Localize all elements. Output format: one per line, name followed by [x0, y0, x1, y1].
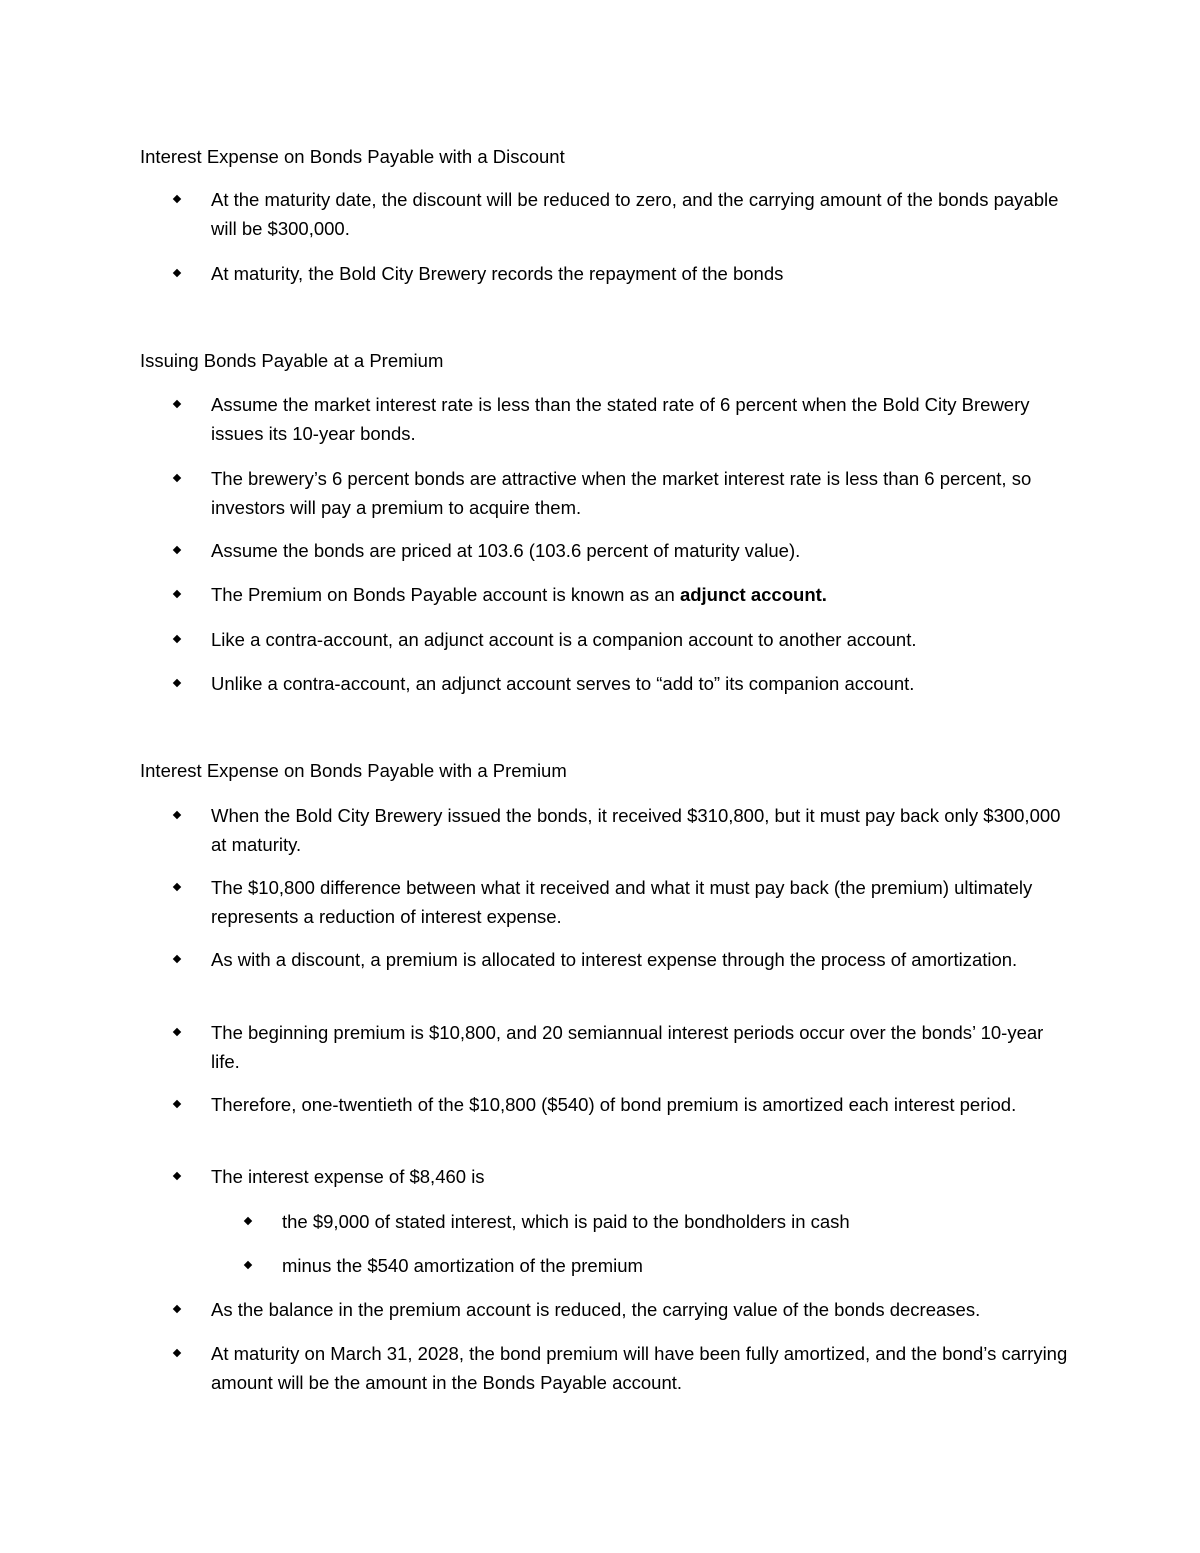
list-item-text: The $10,800 difference between what it received and what it must pay back (the premium) ultimately represents a reduction of interest expense. [211, 877, 1033, 927]
list-item-text: Therefore, one-twentieth of the $10,800 ($540) of bond premium is amortized each interest period. [211, 1094, 1017, 1115]
bullet-icon [173, 546, 181, 554]
list-item [211, 1162, 1071, 1191]
section-heading-premium-interest: Interest Expense on Bonds Payable with a Premium [140, 760, 567, 781]
list-item [211, 1339, 1071, 1397]
bullet-icon [173, 195, 181, 203]
list-item [211, 1090, 1071, 1119]
list-item-text: the $9,000 of stated interest, which is paid to the bondholders in cash [282, 1211, 850, 1232]
list-item-text: The brewery’s 6 percent bonds are attractive when the market interest rate is less than 6 percent, so investors will pay a premium to acquire them. [211, 468, 1032, 518]
list-item [211, 390, 1071, 448]
bullet-icon [244, 1261, 252, 1269]
section-heading-discount-interest: Interest Expense on Bonds Payable with a Discount [140, 146, 565, 167]
bullet-icon [173, 1028, 181, 1036]
list-item-text: As the balance in the premium account is reduced, the carrying value of the bonds decreases. [211, 1299, 981, 1320]
list-item [211, 185, 1071, 243]
list-item [211, 669, 1071, 698]
bullet-icon [173, 400, 181, 408]
list-item [211, 945, 1071, 974]
list-item-text: As with a discount, a premium is allocated to interest expense through the process of amortization. [211, 949, 1018, 970]
sub-list-item [282, 1251, 1072, 1280]
list-item [211, 801, 1071, 859]
list-item-text: At maturity, the Bold City Brewery records the repayment of the bonds [211, 263, 784, 284]
list-item-text: The beginning premium is $10,800, and 20 semiannual interest periods occur over the bonds’ 10-year life. [211, 1022, 1044, 1072]
sub-list-item [282, 1207, 1072, 1236]
list-item-text: minus the $540 amortization of the premium [282, 1255, 643, 1276]
list-item [211, 536, 1071, 565]
bullet-icon [173, 955, 181, 963]
list-item-text: At the maturity date, the discount will be reduced to zero, and the carrying amount of the bonds payable will be $300,000. [211, 189, 1059, 239]
list-item [211, 580, 1071, 609]
bullet-icon [173, 1305, 181, 1313]
bold-term-adjunct-account: adjunct account. [679, 584, 827, 605]
bullet-icon [244, 1217, 252, 1225]
bullet-icon [173, 811, 181, 819]
bullet-icon [173, 1100, 181, 1108]
list-item [211, 259, 1071, 288]
list-item [211, 625, 1071, 654]
list-item-text: Assume the market interest rate is less than the stated rate of 6 percent when the Bold City Brewery issues its 10-year bonds. [211, 394, 1030, 444]
bullet-icon [173, 1172, 181, 1180]
list-item-text: At maturity on March 31, 2028, the bond premium will have been fully amortized, and the bond’s carrying amount will be the amount in the Bonds Payable account. [211, 1343, 1068, 1393]
list-item-text [211, 584, 827, 605]
bullet-icon [173, 635, 181, 643]
list-item-text-plain: The Premium on Bonds Payable account is known as an [211, 584, 680, 605]
bullet-icon [173, 883, 181, 891]
list-item [211, 1018, 1071, 1076]
list-item-text: Like a contra-account, an adjunct account is a companion account to another account. [211, 629, 917, 650]
bullet-icon [173, 590, 181, 598]
list-item [211, 1295, 1071, 1324]
bullet-icon [173, 269, 181, 277]
bullet-icon [173, 474, 181, 482]
section-heading-issuing-premium: Issuing Bonds Payable at a Premium [140, 350, 444, 371]
list-item-text: The interest expense of $8,460 is [211, 1166, 485, 1187]
list-item [211, 873, 1071, 931]
list-item-text: When the Bold City Brewery issued the bonds, it received $310,800, but it must pay back only $300,000 at maturity. [211, 805, 1061, 855]
list-item-text: Unlike a contra-account, an adjunct account serves to “add to” its companion account. [211, 673, 915, 694]
list-item-text: Assume the bonds are priced at 103.6 (103.6 percent of maturity value). [211, 540, 801, 561]
bullet-icon [173, 1349, 181, 1357]
list-item [211, 464, 1071, 522]
bullet-icon [173, 679, 181, 687]
